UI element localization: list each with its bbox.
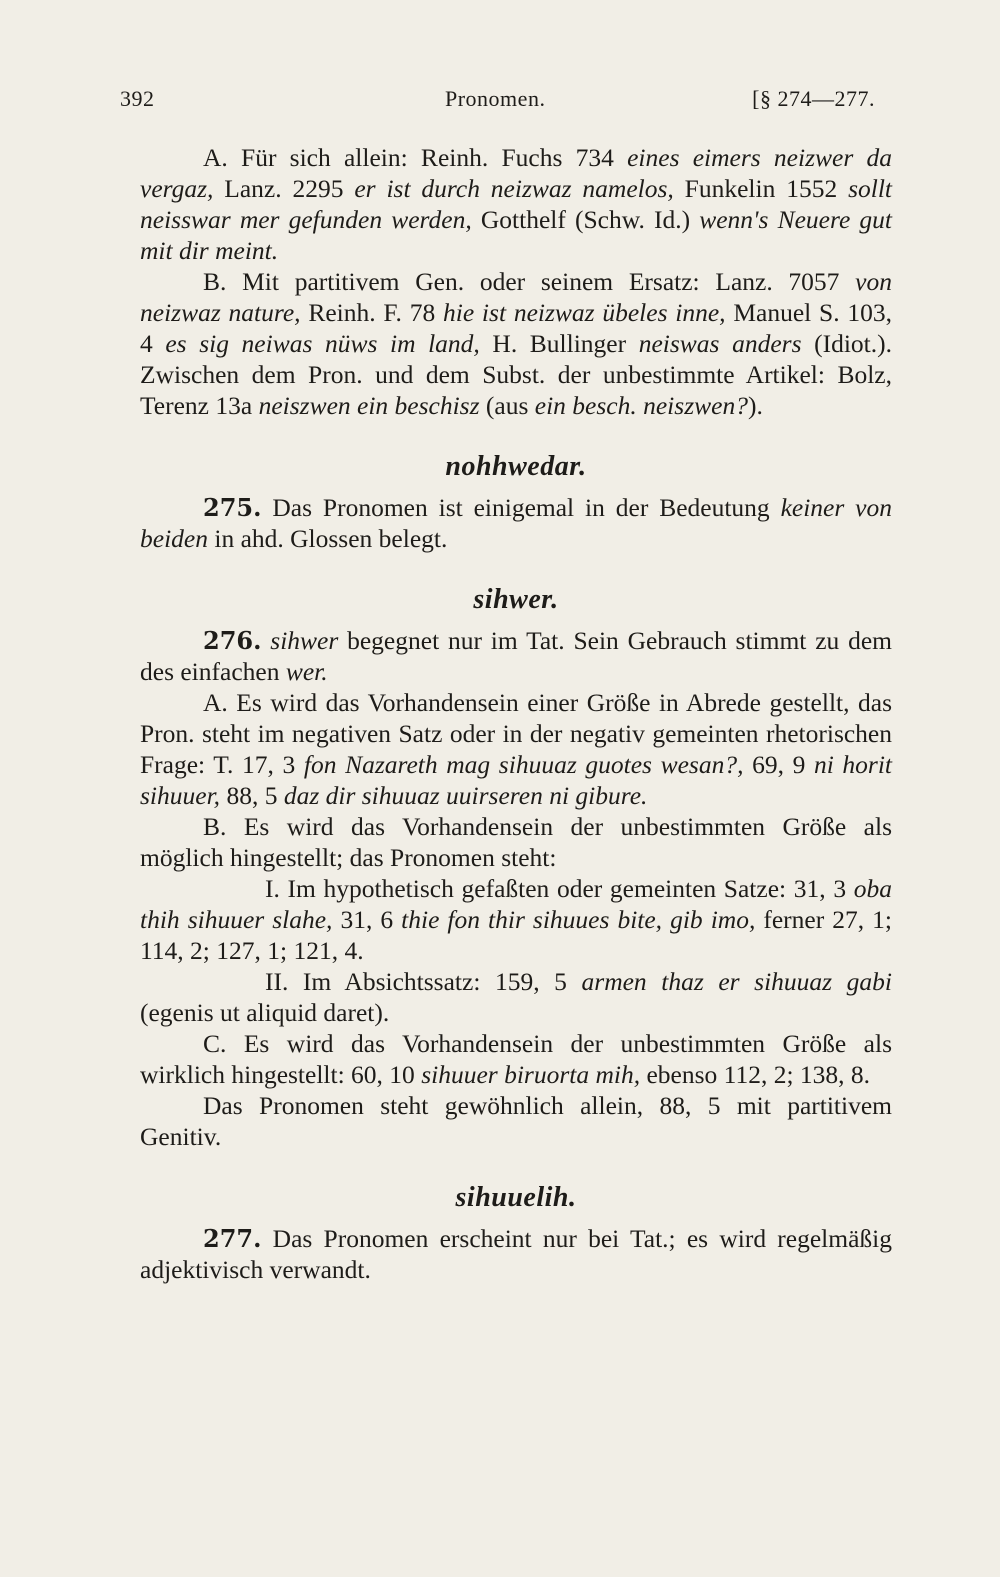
italic-citation: sollt neisswar mer gefunden werden, bbox=[140, 174, 892, 234]
text-run: in ahd. Glossen belegt. bbox=[207, 524, 448, 553]
text-run: B. Es wird das Vorhandensein der unbestimmten Größe als möglich hingestellt; das Pronomen steht: bbox=[140, 812, 892, 872]
text-run: begegnet nur im Tat. Sein Gebrauch stimmt zu dem des einfachen bbox=[140, 626, 893, 686]
italic-citation: armen thaz er sihuuaz gabi bbox=[581, 967, 892, 996]
running-header bbox=[120, 86, 875, 120]
text-run: Gotthelf (Schw. Id.) bbox=[471, 205, 700, 234]
text-run: Funkelin 1552 bbox=[673, 174, 849, 203]
text-run: Das Pronomen erscheint nur bei Tat.; es wird regelmäßig adjektivisch verwandt. bbox=[140, 1224, 892, 1284]
text-run: (aus bbox=[479, 391, 535, 420]
italic-citation: sihwer bbox=[270, 626, 339, 655]
section-number: 276. bbox=[203, 626, 262, 655]
italic-citation: es sig neiwas nüws im land, bbox=[165, 329, 480, 358]
italic-citation: ein besch. neiszwen? bbox=[534, 391, 748, 420]
text-run bbox=[261, 626, 270, 655]
text-run: I. Im hypothetisch gefaßten oder gemeinten Satze: 31, 3 bbox=[265, 874, 854, 903]
text-run: C. Es wird das Vorhandensein der unbestimmten Größe als wirklich hingestellt: 60, 10 bbox=[140, 1029, 892, 1089]
text-run: (egenis ut aliquid daret). bbox=[140, 998, 390, 1027]
section-heading: sihuuelih. bbox=[455, 1182, 577, 1213]
paragraph bbox=[140, 1090, 892, 1152]
italic-citation: eines eimers neizwer da vergaz, bbox=[140, 143, 892, 203]
paragraph bbox=[140, 142, 892, 266]
text-run: Lanz. 2295 bbox=[213, 174, 355, 203]
italic-citation: ni horit sihuuer, bbox=[140, 750, 893, 810]
italic-citation: sihuuer biruorta mih, bbox=[421, 1060, 641, 1089]
italic-citation: neiswas anders bbox=[638, 329, 802, 358]
running-title: Pronomen. bbox=[445, 86, 546, 111]
text-run: Das Pronomen ist einigemal in der Bedeutung bbox=[261, 493, 781, 522]
italic-citation: thie fon thir sihuues bite, gib imo, bbox=[401, 905, 756, 934]
italic-citation: von neizwaz nature, bbox=[140, 267, 892, 327]
section-heading: sihwer. bbox=[473, 584, 559, 615]
italic-citation: oba thih sihuuer slahe, bbox=[140, 874, 892, 934]
italic-citation: er ist durch neizwaz namelos, bbox=[354, 174, 674, 203]
paragraph bbox=[140, 811, 892, 873]
text-run: ). bbox=[747, 391, 763, 420]
text-run: Reinh. F. 78 bbox=[300, 298, 443, 327]
text-run: A. Es wird das Vorhandensein einer Größe in Abrede gestellt, das Pron. steht im negativen Satz oder in der negativ gemeinten rhetorischen Frage: T. 17, 3 bbox=[140, 688, 892, 779]
paragraph bbox=[140, 266, 892, 421]
text-run: ebenso 112, 2; 138, 8. bbox=[640, 1060, 871, 1089]
paragraph bbox=[140, 1223, 892, 1285]
text-run: 88, 5 bbox=[220, 781, 284, 810]
text-run: ferner 27, 1; 114, 2; 127, 1; 121, 4. bbox=[140, 905, 892, 965]
italic-citation: wer. bbox=[285, 657, 328, 686]
paragraph bbox=[140, 1028, 892, 1090]
paragraph bbox=[140, 687, 892, 811]
page-number: 392 bbox=[120, 86, 155, 111]
text-run: 31, 6 bbox=[332, 905, 402, 934]
italic-citation: keiner von beiden bbox=[140, 493, 892, 553]
section-number: 275. bbox=[203, 493, 262, 522]
paragraph bbox=[140, 966, 892, 1028]
text-run: Manuel S. 103, 4 bbox=[140, 298, 892, 358]
text-run: Das Pronomen steht gewöhnlich allein, 88, 5 mit partitivem Genitiv. bbox=[140, 1091, 892, 1151]
italic-citation: hie ist neizwaz übeles inne, bbox=[443, 298, 726, 327]
text-body bbox=[140, 142, 892, 1285]
text-run: 69, 9 bbox=[743, 750, 814, 779]
section-range: [§ 274—277. bbox=[752, 86, 875, 111]
text-run: A. Für sich allein: Reinh. Fuchs 734 bbox=[203, 143, 628, 172]
text-run: II. Im Absichtssatz: 159, 5 bbox=[265, 967, 582, 996]
section-number: 277. bbox=[203, 1224, 262, 1253]
paragraph bbox=[140, 873, 892, 966]
italic-citation: daz dir sihuuaz uuirseren ni gibure. bbox=[283, 781, 648, 810]
text-run: H. Bullinger bbox=[479, 329, 639, 358]
text-run: B. Mit partitivem Gen. oder seinem Ersatz: Lanz. 7057 bbox=[203, 267, 856, 296]
italic-citation: fon Nazareth mag sihuuaz guotes wesan?, bbox=[303, 750, 744, 779]
paragraph bbox=[140, 492, 892, 554]
paragraph bbox=[140, 625, 892, 687]
section-heading: nohhwedar. bbox=[445, 451, 587, 482]
text-run: (Idiot.). Zwischen dem Pron. und dem Subst. der unbestimmte Artikel: Bolz, Terenz 13a bbox=[140, 329, 892, 420]
italic-citation: wenn's Neuere gut mit dir meint. bbox=[140, 205, 892, 265]
italic-citation: neiszwen ein beschisz bbox=[258, 391, 480, 420]
